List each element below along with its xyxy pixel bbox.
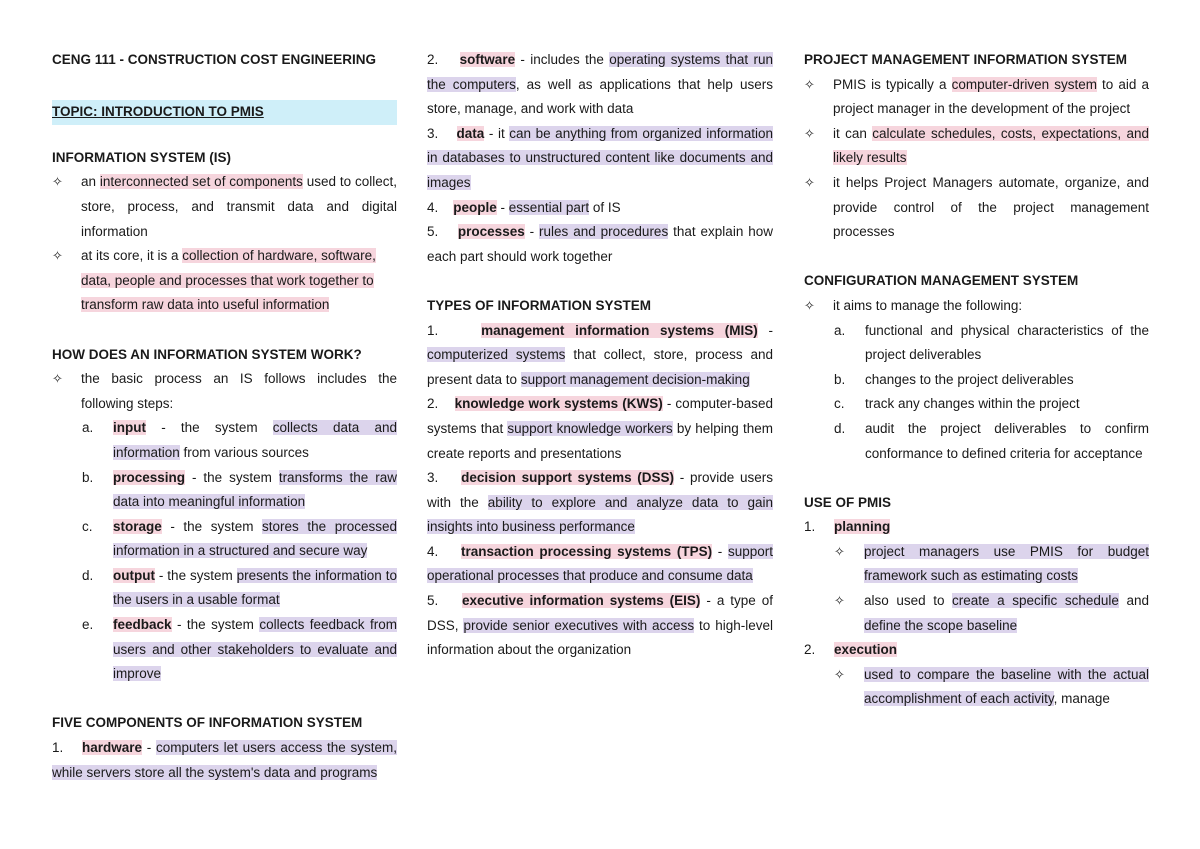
step-marker: c. [82,518,93,534]
step-text: input - the system collects data and information from various sources [113,420,397,460]
step-marker: b. [82,469,94,485]
type-keyword: executive information systems (EIS) [462,593,701,609]
step-keyword: output [113,567,155,583]
type-item: 3. decision support systems (DSS) - provide users with the ability to explore and analyze data to gain insights into business performance [427,470,774,535]
type-item: 2. knowledge work systems (KWS) - computer-based systems that support knowledge workers by helping them create reports and presentations [427,396,773,461]
sub-bullet-item: ✧ used to compare the baseline with the actual accomplishment of each activity, manage [804,663,1149,712]
column-2 [427,48,773,663]
diamond-star-bullet-icon: ✧ [834,666,845,682]
diamond-star-bullet-icon: ✧ [52,371,63,387]
step-item [52,466,397,515]
step-item [52,564,397,613]
step-keyword: feedback [113,617,172,633]
cms-item [804,417,1149,466]
sub-bullet-item: ✧ also used to create a specific schedule and define the scope baseline [804,589,1149,638]
type-item: 4. transaction processing systems (TPS) - support operational processes that produce and consume data [427,543,773,584]
how-heading: HOW DOES AN INFORMATION SYSTEM WORK? [52,346,362,362]
components-list [427,48,773,269]
diamond-star-bullet-icon: ✧ [804,174,815,190]
type-item: 5. executive information systems (EIS) - a type of DSS, provide senior executives with access to high-level information about the organization [427,593,774,658]
use-heading: USE OF PMIS [804,494,892,510]
cms-marker: b. [834,371,846,387]
column-3 [804,48,1149,712]
step-text: processing - the system transforms the raw data into meaningful information [113,469,397,510]
types-list [427,319,773,663]
bullet-item: ✧ it aims to manage the following: [804,294,1149,319]
diamond-star-bullet-icon: ✧ [804,297,815,313]
component-item: 4. people - essential part of IS [427,199,621,215]
cms-heading: CONFIGURATION MANAGEMENT SYSTEM [804,273,1079,289]
cms-item [804,392,1149,417]
component-keyword: data [456,125,485,141]
cms-marker: c. [834,396,845,412]
diamond-star-bullet-icon: ✧ [804,125,815,141]
diamond-star-bullet-icon: ✧ [804,76,815,92]
step-marker: d. [82,567,94,583]
five-components-heading: FIVE COMPONENTS OF INFORMATION SYSTEM [52,715,363,731]
use-item: 2. execution [804,642,898,658]
cms-marker: d. [834,420,846,436]
type-item: 1. management information systems (MIS) - computerized systems that collect, store, process and present data to support management decision-making [427,322,774,387]
step-item [52,416,397,465]
component-keyword: processes [457,224,525,240]
diamond-star-bullet-icon: ✧ [834,543,845,559]
is-heading: INFORMATION SYSTEM (IS) [52,149,231,165]
cms-text: functional and physical characteristics of the project deliverables [865,322,1149,363]
topic-title: TOPIC: INTRODUCTION TO PMIS [52,100,397,125]
bullet-item: ✧ at its core, it is a collection of hardware, software, data, people and processes that work together to transform raw data into useful information [52,244,397,318]
course-title: CENG 111 - CONSTRUCTION COST ENGINEERING [52,52,377,67]
step-keyword: storage [113,518,162,534]
step-text: storage - the system stores the processed information in a structured and secure way [113,518,397,559]
step-item [52,515,397,564]
cms-item [804,368,1149,393]
component-item: 2. software - includes the operating systems that run the computers, as well as applications that help users store, manage, and work with data [427,52,773,117]
step-text: feedback - the system collects feedback from users and other stakeholders to evaluate and improve [113,617,397,682]
pmis-heading: PROJECT MANAGEMENT INFORMATION SYSTEM [804,52,1128,67]
use-item: 1. planning [804,519,891,535]
diamond-star-bullet-icon: ✧ [52,174,63,190]
component-item: 5. processes - rules and procedures that explain how each part should work together [427,224,774,264]
bullet-item: ✧ PMIS is typically a computer-driven system to aid a project manager in the development of the project [804,73,1149,122]
cms-text: changes to the project deliverables [865,371,1074,387]
steps-list [52,416,397,687]
diamond-star-bullet-icon: ✧ [834,593,845,609]
step-marker: a. [82,420,94,436]
type-keyword: knowledge work systems (KWS) [454,396,663,412]
component-item: 3. data - it can be anything from organized information in databases to unstructured content like documents and images [427,125,773,190]
sub-bullet-item: ✧ project managers use PMIS for budget framework such as estimating costs [804,540,1149,589]
bullet-item: ✧ it can calculate schedules, costs, expectations, and likely results [804,122,1149,171]
component-keyword: people [453,199,497,215]
component-item: 1. hardware - computers let users access the system, while servers store all the system's data and programs [52,740,397,780]
column-1 [52,48,397,785]
step-keyword: processing [113,469,186,485]
type-keyword: management information systems (MIS) [481,322,758,338]
component-keyword: software [459,52,516,67]
cms-text: audit the project deliverables to confirm conformance to defined criteria for acceptance [865,420,1149,461]
step-marker: e. [82,617,94,633]
type-keyword: decision support systems (DSS) [461,470,675,486]
cms-marker: a. [834,322,846,338]
bullet-item: ✧ the basic process an IS follows includes the following steps: [52,367,397,416]
cms-text: track any changes within the project [865,396,1080,412]
types-heading: TYPES OF INFORMATION SYSTEM [427,297,652,313]
step-text: output - the system presents the information to the users in a usable format [113,567,397,608]
step-keyword: input [113,420,146,436]
bullet-item: ✧ an interconnected set of components used to collect, store, process, and transmit data and digital information [52,170,397,244]
step-item [52,613,397,687]
type-keyword: transaction processing systems (TPS) [460,543,713,559]
cms-item [804,319,1149,368]
diamond-star-bullet-icon: ✧ [52,248,63,264]
bullet-item: ✧ it helps Project Managers automate, organize, and provide control of the project management processes [804,171,1149,245]
cms-list [804,319,1149,467]
